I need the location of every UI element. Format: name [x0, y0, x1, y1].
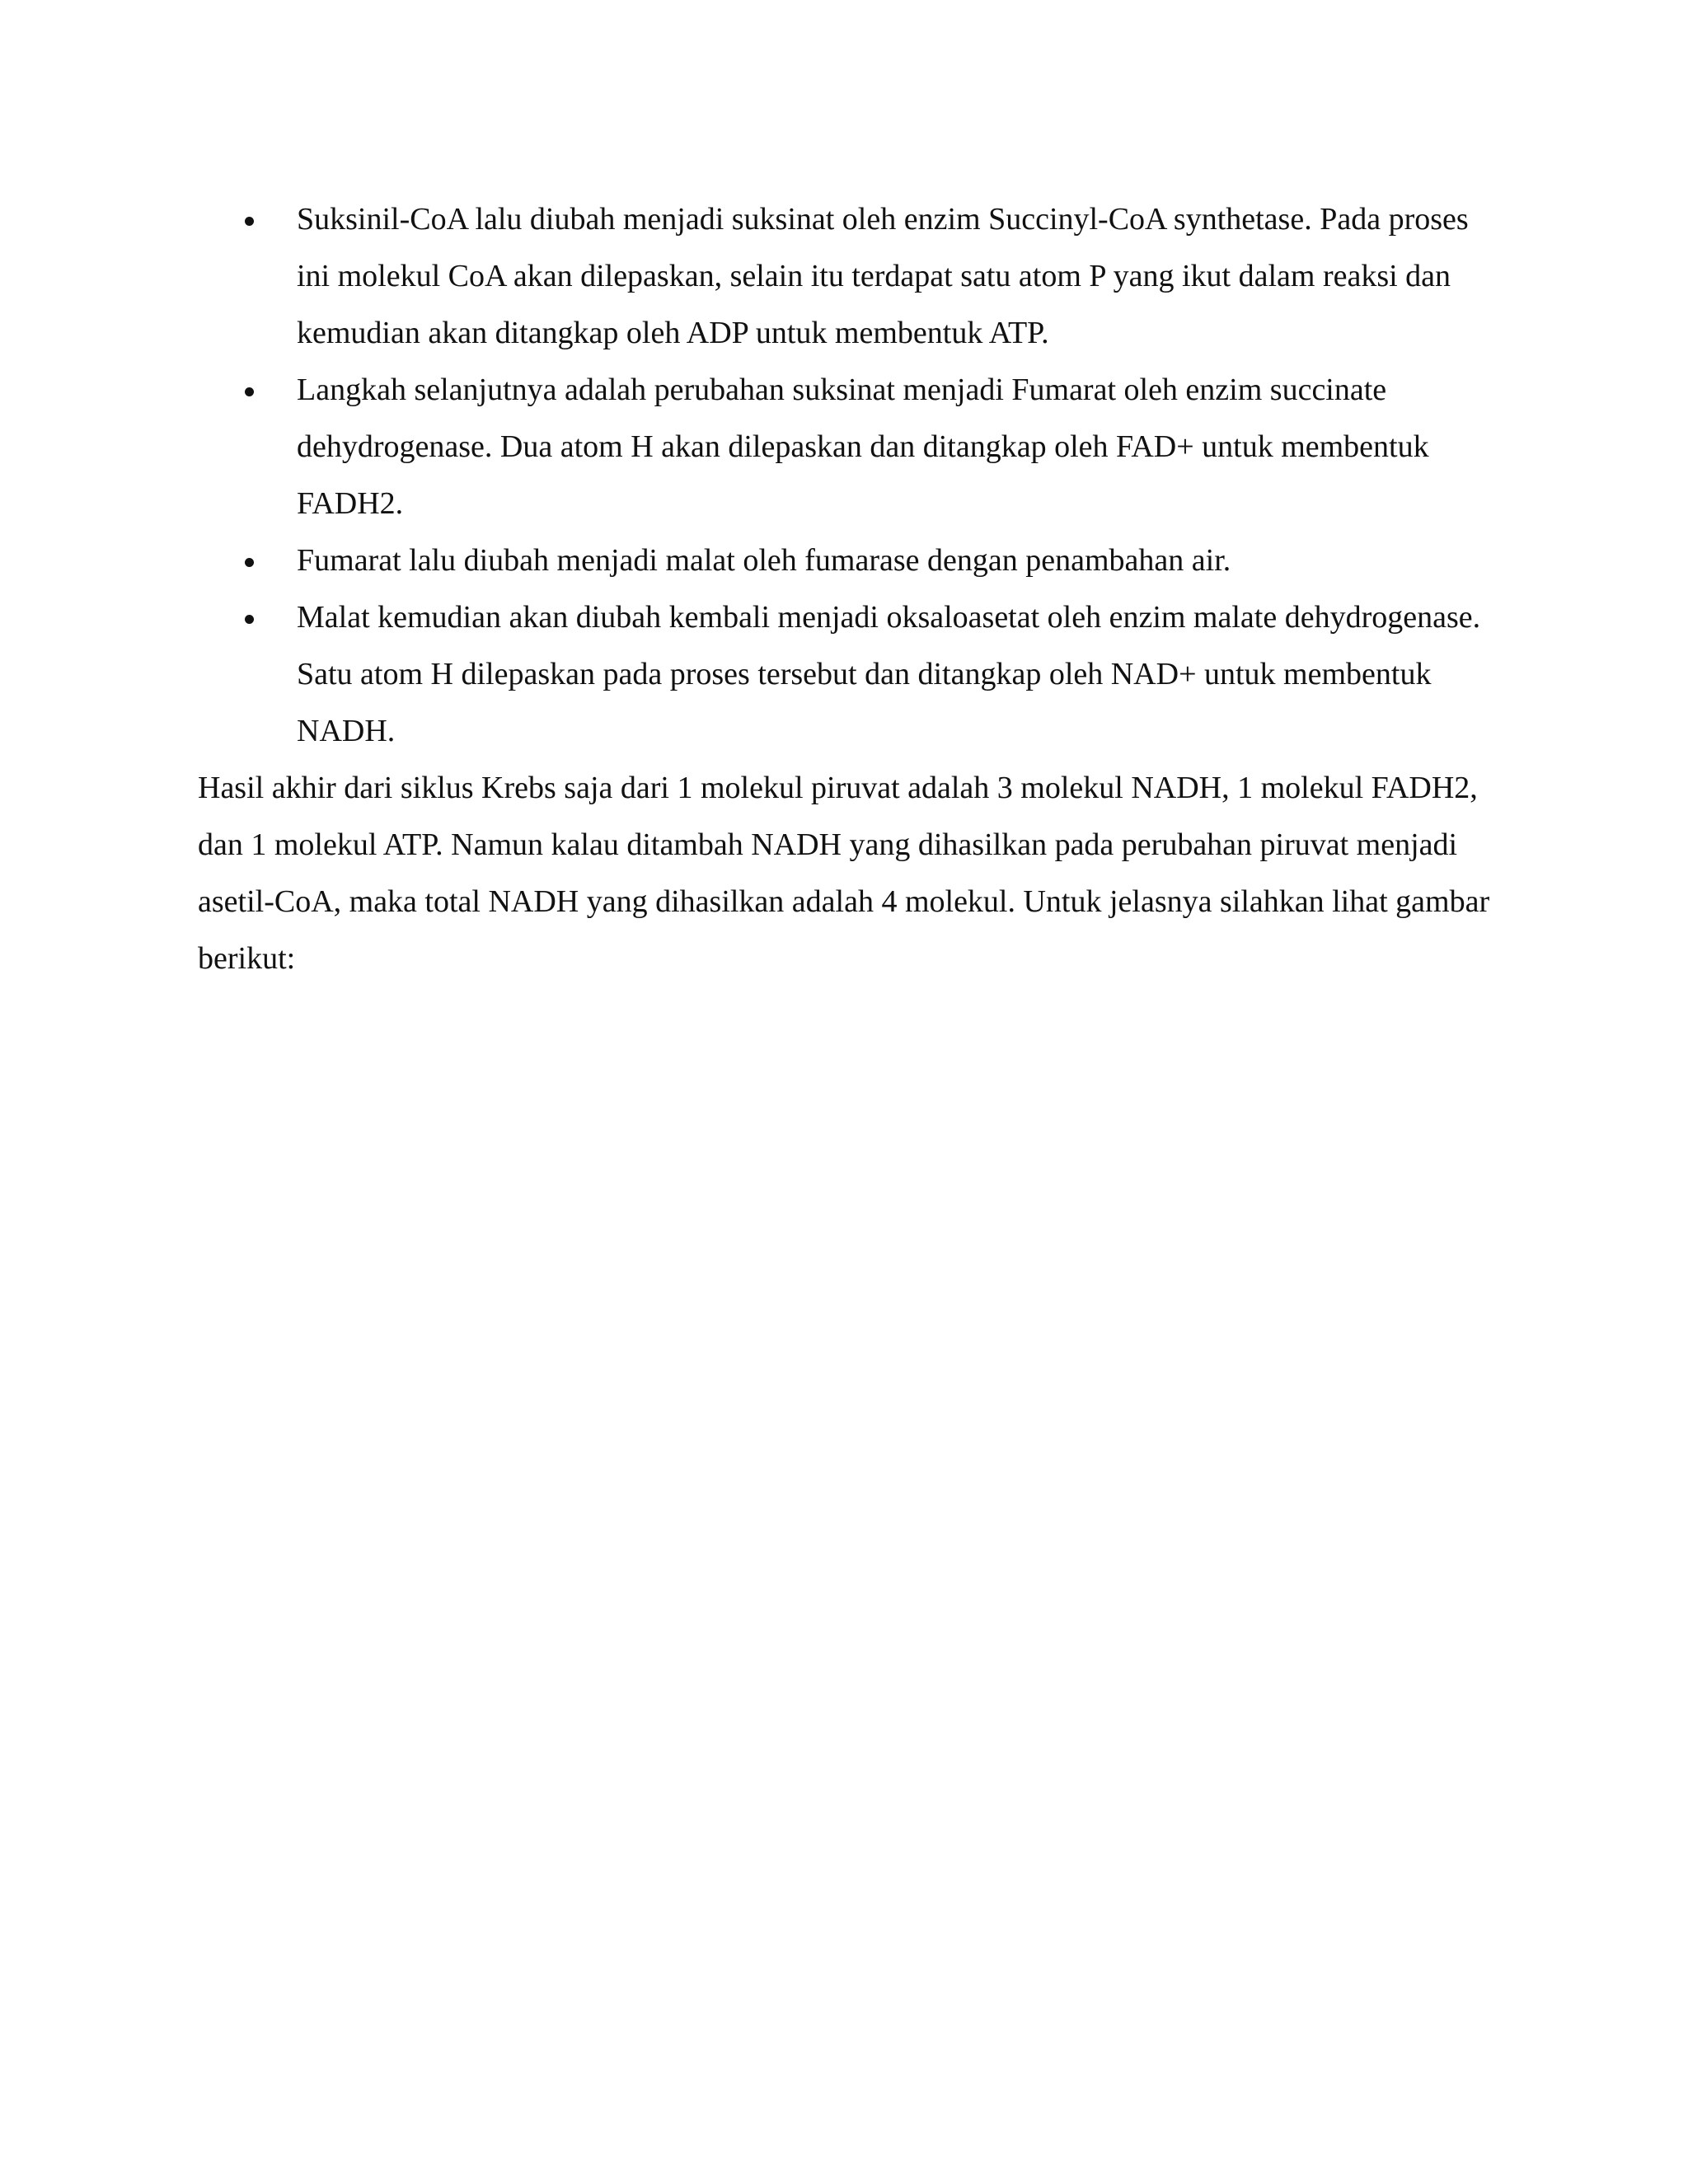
list-item-text: Langkah selanjutnya adalah perubahan suksinat menjadi Fumarat oleh enzim succinate dehydrogenase. Dua atom H akan dilepaskan dan ditangkap oleh FAD+ untuk membentuk FADH2. — [297, 373, 1429, 521]
bullet-list — [198, 191, 1500, 760]
bullet-icon — [245, 387, 254, 396]
list-item-text: Malat kemudian akan diubah kembali menjadi oksaloasetat oleh enzim malate dehydrogenase. Satu atom H dilepaskan pada proses tersebut dan ditangkap oleh NAD+ untuk membentuk NADH. — [297, 600, 1481, 748]
bullet-icon — [245, 615, 254, 624]
summary-paragraph: Hasil akhir dari siklus Krebs saja dari 1 molekul piruvat adalah 3 molekul NADH, 1 molekul FADH2, dan 1 molekul ATP. Namun kalau ditambah NADH yang dihasilkan pada perubahan piruvat menjadi asetil-CoA, maka total NADH yang dihasilkan adalah 4 molekul. Untuk jelasnya silahkan lihat gambar berikut: — [198, 771, 1490, 976]
bullet-icon — [245, 558, 254, 567]
list-item-text: Suksinil-CoA lalu diubah menjadi suksinat oleh enzim Succinyl-CoA synthetase. Pada proses ini molekul CoA akan dilepaskan, selain itu terdapat satu atom P yang ikut dalam reaksi dan kemudian akan ditangkap oleh ADP untuk membentuk ATP. — [297, 202, 1469, 350]
bullet-icon — [245, 217, 254, 226]
list-item — [198, 532, 1500, 589]
list-item — [198, 362, 1500, 532]
list-item-text: Fumarat lalu diubah menjadi malat oleh fumarase dengan penambahan air. — [297, 543, 1231, 578]
list-item — [198, 589, 1500, 760]
list-item — [198, 191, 1500, 362]
document-body — [198, 191, 1500, 987]
